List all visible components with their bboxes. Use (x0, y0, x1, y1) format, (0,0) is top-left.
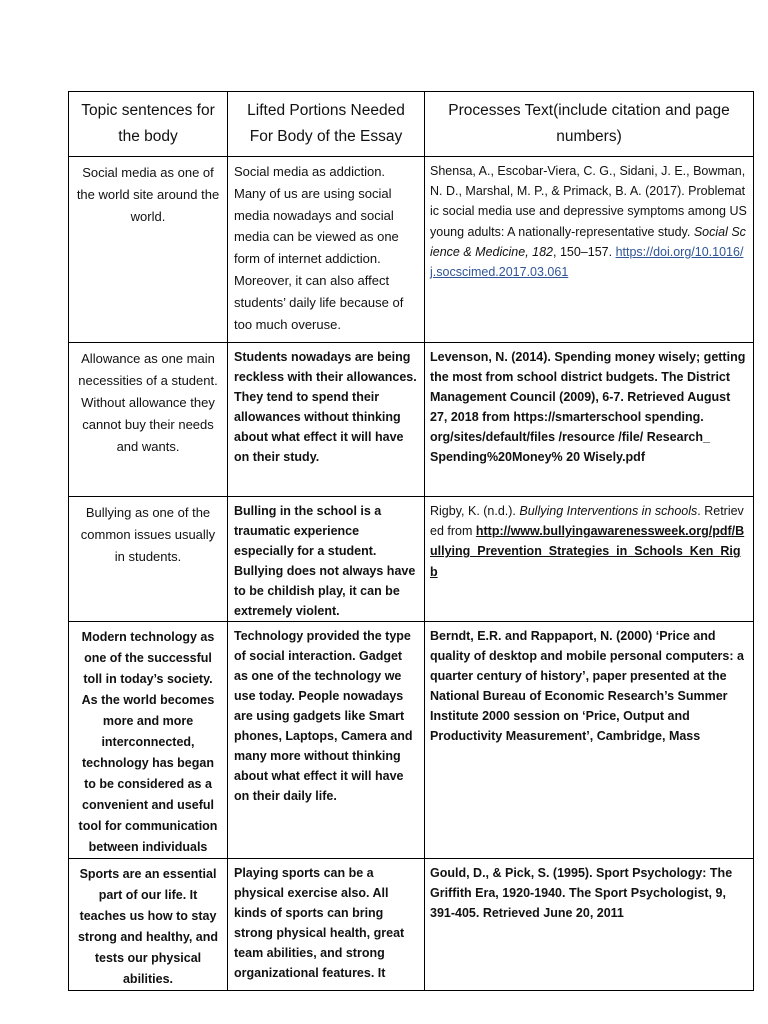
header-lifted-portions: Lifted Portions Needed For Body of the Essay (228, 92, 425, 157)
citation-cell: Levenson, N. (2014). Spending money wisely; getting the most from school district budgets. The District Management Council (2009), 6-7. Retrieved August 27, 2018 from https://smarterschool spending. org/sites/default/files /resource /file/ Research_ Spending%20Money% 20 Wisely.pdf (425, 343, 754, 497)
header-processes-text: Processes Text(include citation and page numbers) (425, 92, 754, 157)
citation-cell: Berndt, E.R. and Rappaport, N. (2000) ‘Price and quality of desktop and mobile personal computers: a quarter century of history’, paper presented at the National Bureau of Economic Research’s Summer Institute 2000 session on ‘Price, Output and Productivity Measurement’, Cambridge, Mass (425, 622, 754, 859)
citation-cell (425, 157, 754, 343)
essay-outline-table (68, 91, 754, 991)
citation-cell: Gould, D., & Pick, S. (1995). Sport Psychology: The Griffith Era, 1920-1940. The Sport Psychologist, 9, 391-405. Retrieved June 20, 2011 (425, 859, 754, 991)
citation-cell (425, 497, 754, 622)
topic-cell: Allowance as one main necessities of a student. Without allowance they cannot buy their needs and wants. (69, 343, 228, 497)
citation-title: Bullying Interventions in schools (519, 504, 698, 518)
topic-cell: Bullying as one of the common issues usually in students. (69, 497, 228, 622)
citation-text-mid: . Retrieved from (430, 504, 744, 539)
topic-cell: Modern technology as one of the successful toll in today’s society. As the world becomes more and more interconnected, technology has began to be considered as a convenient and useful tool for communication between individuals (69, 622, 228, 859)
table-row (69, 343, 754, 497)
citation-text: Rigby, K. (n.d.). (430, 504, 520, 518)
lifted-cell: Students nowadays are being reckless with their allowances. They tend to spend their allowances without thinking about what effect it will have on their study. (228, 343, 425, 497)
citation-pages: , 150–157. (553, 244, 616, 259)
lifted-cell: Playing sports can be a physical exercise also. All kinds of sports can bring strong physical health, great team abilities, and strong organizational features. It (228, 859, 425, 991)
header-topic-sentences: Topic sentences for the body (69, 92, 228, 157)
lifted-cell: Technology provided the type of social interaction. Gadget as one of the technology we use today. People nowadays are using gadgets like Smart phones, Laptops, Camera and many more without thinking about what effect it will have on their daily life. (228, 622, 425, 859)
table-row (69, 859, 754, 991)
doi-link[interactable]: https://doi.org/10.1016/j.socscimed.2017.03.061 (430, 244, 744, 280)
citation-journal: Social Science & Medicine, 182 (430, 224, 746, 259)
citation-text: Shensa, A., Escobar-Viera, C. G., Sidani, J. E., Bowman, N. D., Marshal, M. P., & Primack, B. A. (2017). Problematic social media use and depressive symptoms among US young adults: A nationally-representative study. (430, 164, 747, 239)
lifted-cell: Social media as addiction. Many of us are using social media nowadays and social media can be viewed as one form of internet addiction. Moreover, it can also affect students’ daily life because of too much overuse. (228, 157, 425, 343)
topic-cell: Sports are an essential part of our life. It teaches us how to stay strong and healthy, and tests our physical abilities. (69, 859, 228, 991)
table-row (69, 157, 754, 343)
citation-url-link[interactable]: http://www.bullyingawarenessweek.org/pdf/Bullying_Prevention_Strategies_in_Schools_Ken_Rigb (430, 524, 745, 579)
topic-cell: Social media as one of the world site around the world. (69, 157, 228, 343)
lifted-cell: Bulling in the school is a traumatic experience especially for a student. Bullying does not always have to be childish play, it can be extremely violent. (228, 497, 425, 622)
table-row (69, 497, 754, 622)
table-header-row (69, 92, 754, 157)
table-row (69, 622, 754, 859)
